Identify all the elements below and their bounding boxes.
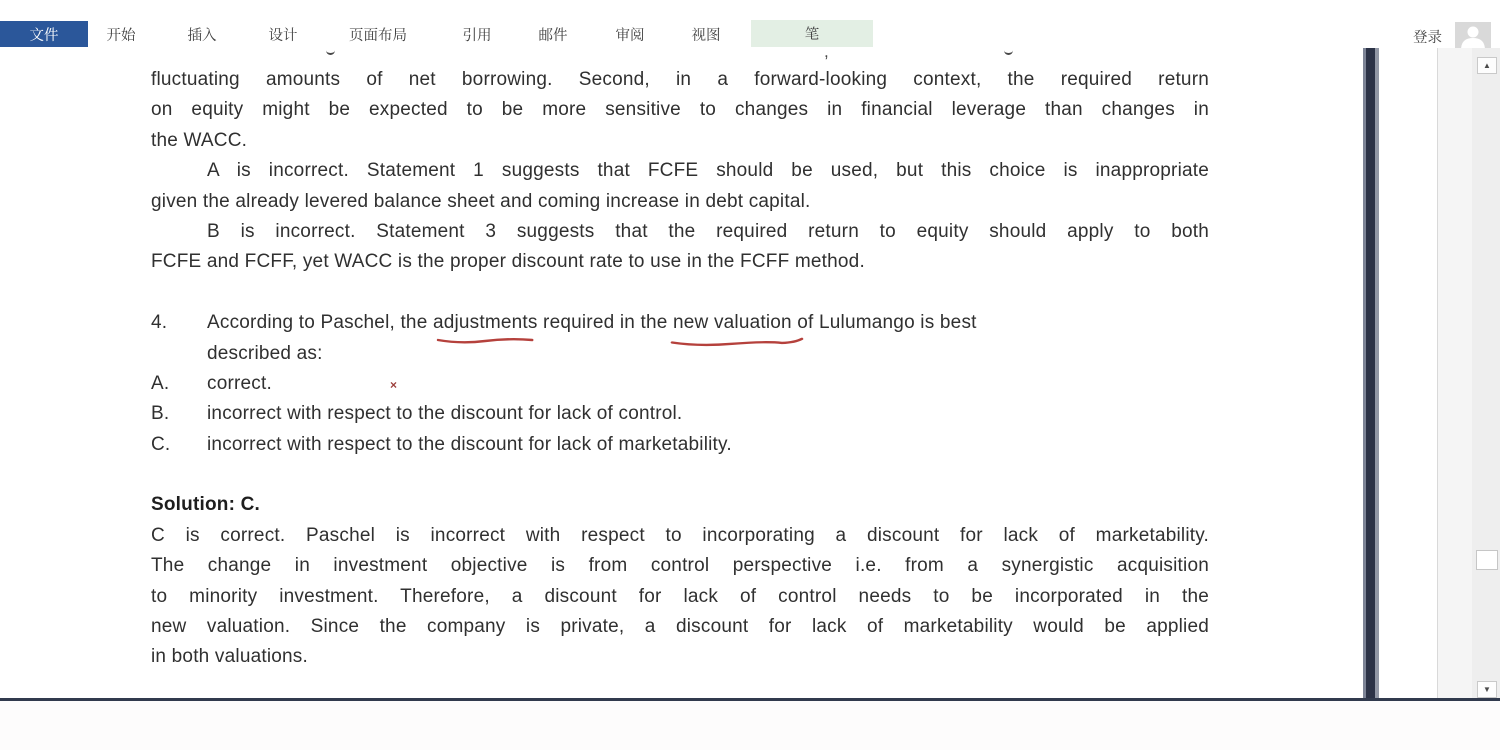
document-text	[151, 65, 1209, 673]
tab-insert[interactable]: 插入	[187, 27, 217, 44]
tab-view[interactable]: 视图	[691, 27, 721, 44]
question-text: required in the	[537, 312, 674, 334]
clipped-text-fragment: ,	[824, 48, 829, 61]
option-text: incorrect with respect to the discount for lack of marketability.	[207, 433, 732, 455]
clipped-text-fragment	[1004, 49, 1013, 55]
question-4-line2: described as:	[207, 342, 323, 364]
person-icon	[1455, 22, 1491, 48]
clipped-text-fragment	[326, 49, 335, 55]
red-underlined-word: adjustments	[433, 308, 538, 338]
red-pen-mark: ×	[390, 377, 398, 392]
tab-page-layout[interactable]: 页面布局	[349, 27, 407, 44]
question-4-line	[151, 308, 1209, 338]
question-text: According to Paschel, the	[207, 312, 433, 334]
scroll-down-button[interactable]: ▼	[1477, 681, 1497, 698]
solution-line: in both valuations.	[151, 646, 308, 668]
question-number: 4.	[151, 312, 168, 334]
option-a-row	[151, 369, 1209, 399]
paragraph-line: given the already levered balance sheet and coming increase in debt capital.	[151, 190, 811, 212]
tab-design[interactable]: 设计	[268, 27, 298, 44]
paragraph-line: the WACC.	[151, 129, 248, 151]
document-canvas	[0, 48, 1500, 698]
paragraph-line: fluctuating amounts of net borrowing. Second, in a forward-looking context, the required return	[151, 69, 1209, 90]
red-underlined-phrase: new valuation	[673, 308, 792, 338]
solution-heading: Solution: C.	[151, 494, 260, 516]
solution-line: C is correct. Paschel is incorrect with respect to incorporating a discount for lack of marketability.	[151, 524, 1209, 546]
option-label: A.	[151, 372, 170, 394]
option-label: B.	[151, 403, 170, 425]
tab-references[interactable]: 引用	[462, 27, 492, 44]
sign-in-button[interactable]: 登录	[1413, 30, 1442, 46]
option-c-row	[151, 430, 1209, 460]
desktop-background	[0, 701, 1500, 750]
option-text: correct.	[207, 372, 272, 394]
tab-home[interactable]: 开始	[106, 27, 136, 44]
scrollbar-thumb[interactable]	[1476, 550, 1498, 570]
paragraph-line: A is incorrect. Statement 1 suggests that FCFE should be used, but this choice is inappropriate	[207, 160, 1209, 182]
ribbon	[0, 0, 1500, 48]
paragraph-line: FCFE and FCFF, yet WACC is the proper discount rate to use in the FCFF method.	[151, 251, 865, 273]
solution-line: The change in investment objective is from control perspective i.e. from a synergistic acquisition	[151, 555, 1209, 577]
tab-file[interactable]: 文件	[0, 21, 88, 47]
tab-pen-active[interactable]: 笔	[751, 20, 873, 47]
option-label: C.	[151, 433, 171, 455]
scroll-up-button[interactable]: ▲	[1477, 57, 1497, 74]
blank-line	[151, 278, 1209, 308]
tab-review[interactable]: 审阅	[615, 27, 645, 44]
option-b-row	[151, 399, 1209, 429]
page-edge-divider	[1363, 48, 1379, 698]
scrollbar-track[interactable]	[1472, 48, 1500, 698]
tab-mailings[interactable]: 邮件	[538, 27, 568, 44]
user-avatar-icon[interactable]	[1455, 22, 1491, 48]
option-text: incorrect with respect to the discount for lack of control.	[207, 403, 683, 425]
solution-line: new valuation. Since the company is private, a discount for lack of marketability would be applied	[151, 616, 1209, 638]
blank-line	[151, 460, 1209, 490]
paragraph-line: B is incorrect. Statement 3 suggests that the required return to equity should apply to both	[207, 220, 1209, 242]
question-text: of Lulumango is best	[791, 312, 977, 334]
solution-line: to minority investment. Therefore, a discount for lack of control needs to be incorporated in the	[151, 585, 1209, 607]
paragraph-line: on equity might be expected to be more sensitive to changes in financial leverage than changes in	[151, 99, 1209, 121]
